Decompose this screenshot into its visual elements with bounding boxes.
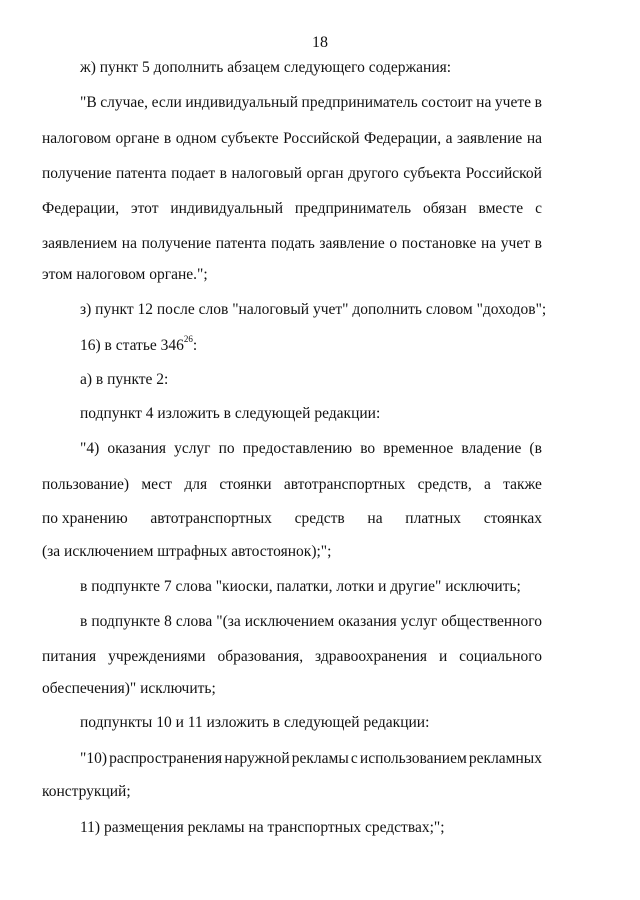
word: учете — [494, 94, 531, 111]
word: подать — [270, 235, 315, 252]
word: патента — [215, 235, 267, 252]
paragraph-16-tail: : — [192, 337, 198, 355]
word: индивидуальный — [170, 200, 284, 217]
word: одном — [175, 130, 217, 147]
text-line — [42, 200, 542, 218]
word: в — [534, 94, 542, 111]
word: автотранспортных — [283, 476, 406, 493]
paragraph-16 — [80, 336, 197, 355]
word: другого — [348, 165, 399, 182]
word: средств, — [417, 476, 472, 493]
word: для — [184, 476, 208, 493]
page-number: 18 — [312, 34, 328, 51]
word: услуг — [174, 440, 211, 457]
word: налоговом — [42, 130, 111, 147]
word: слова — [175, 613, 213, 630]
text-line — [42, 130, 542, 148]
text-line — [42, 648, 542, 666]
word: использованием — [359, 750, 467, 767]
word: учреждениями — [108, 648, 206, 665]
word: наружной — [224, 750, 290, 767]
word: заявлением — [42, 235, 118, 252]
word: налоговый — [231, 165, 303, 182]
word: "(за — [216, 613, 241, 630]
word: владение — [461, 440, 522, 457]
word: распространения — [109, 750, 223, 767]
word: (в — [529, 440, 542, 457]
word: с — [535, 200, 542, 217]
word: оказания — [107, 440, 166, 457]
word: вместе — [478, 200, 524, 217]
word: предприниматель — [301, 94, 418, 111]
text-line — [80, 613, 542, 631]
word: автотранспортных — [150, 510, 272, 527]
word: по — [218, 440, 235, 457]
text-line — [42, 476, 542, 494]
word: на — [121, 235, 137, 252]
word: рекламы — [291, 750, 349, 767]
word: в — [534, 235, 542, 252]
word: платных — [405, 510, 462, 527]
text-line — [80, 94, 542, 112]
word: рекламных — [468, 750, 542, 767]
word: здравоохранения — [315, 648, 428, 665]
word: субъекта — [403, 165, 462, 182]
text-line — [42, 165, 542, 183]
word: на — [367, 510, 383, 527]
word: состоит — [421, 94, 473, 111]
text-line: обеспечения)" исключить; — [42, 680, 216, 697]
word: образования, — [217, 648, 304, 665]
word: на — [476, 94, 492, 111]
word: 8 — [164, 613, 172, 630]
word: стоянки — [219, 476, 272, 493]
paragraph-subitem-4: подпункт 4 изложить в следующей редакции: — [80, 405, 381, 422]
word: Федерации, — [42, 200, 120, 217]
text-line — [42, 510, 542, 528]
word: во — [360, 440, 376, 457]
word: патента — [116, 165, 167, 182]
word: получение — [141, 235, 212, 252]
paragraph-subitem-11: 11) размещения рекламы на транспортных средствах;"; — [80, 819, 445, 836]
word: Федерации, — [364, 130, 442, 147]
word: этот — [130, 200, 159, 217]
paragraph-a: а) в пункте 2: — [80, 371, 169, 388]
word: если — [151, 94, 182, 111]
word: предприниматель — [294, 200, 412, 217]
word: также — [503, 476, 542, 493]
word: предоставлению — [242, 440, 353, 457]
word: получение — [42, 165, 112, 182]
text-line: этом налоговом органе."; — [42, 266, 208, 283]
paragraph-z: з) пункт 12 после слов "налоговый учет" дополнить словом "доходов"; — [80, 301, 547, 318]
superscript: 26 — [183, 334, 193, 344]
word: заявление — [456, 130, 523, 147]
word: "4) — [80, 440, 100, 457]
word: случае, — [100, 94, 149, 111]
word: учет — [500, 235, 530, 252]
text-line — [80, 750, 542, 768]
word: заявление — [319, 235, 385, 252]
word: питания — [42, 648, 97, 665]
word: на — [480, 235, 497, 252]
word: и — [438, 648, 448, 665]
text-line — [80, 440, 542, 458]
word: а — [445, 130, 453, 147]
word: в — [163, 130, 172, 147]
word: о — [389, 235, 398, 252]
text-line: (за исключением штрафных автостоянок);"; — [42, 543, 332, 560]
word: постановке — [401, 235, 477, 252]
word: услуг — [400, 613, 438, 630]
word: в — [219, 165, 227, 182]
word: Российской — [465, 165, 542, 182]
word: на — [526, 130, 542, 147]
word: средств — [294, 510, 345, 527]
word: подает — [171, 165, 216, 182]
text-line — [42, 235, 542, 253]
word: индивидуальный — [185, 94, 298, 111]
word: органе — [115, 130, 160, 147]
paragraph-subitem-7: в подпункте 7 слова "киоски, палатки, лотки и другие" исключить; — [80, 578, 521, 595]
word: Российской — [283, 130, 360, 147]
word: с — [350, 750, 358, 767]
word: орган — [306, 165, 344, 182]
word: субъекте — [221, 130, 279, 147]
word: по хранению — [42, 510, 128, 527]
paragraph-16-text: 16) в статье 346 — [80, 337, 184, 355]
word: мест — [141, 476, 173, 493]
word: пользование) — [42, 476, 130, 493]
word: "В — [80, 94, 97, 111]
word: исключением — [244, 613, 335, 630]
paragraph-zh: ж) пункт 5 дополнить абзацем следующего содержания: — [80, 59, 452, 76]
word: оказания — [338, 613, 397, 630]
word: социального — [459, 648, 542, 665]
paragraph-subitems-10-11: подпункты 10 и 11 изложить в следующей редакции: — [80, 714, 430, 731]
word: обязан — [422, 200, 467, 217]
word: стоянках — [483, 510, 542, 527]
word: "10) — [80, 750, 107, 767]
word: временное — [383, 440, 454, 457]
word: в — [80, 613, 88, 630]
word: общественного — [441, 613, 542, 630]
text-line: конструкций; — [42, 783, 131, 800]
word: а — [483, 476, 491, 493]
word: подпункте — [91, 613, 161, 630]
